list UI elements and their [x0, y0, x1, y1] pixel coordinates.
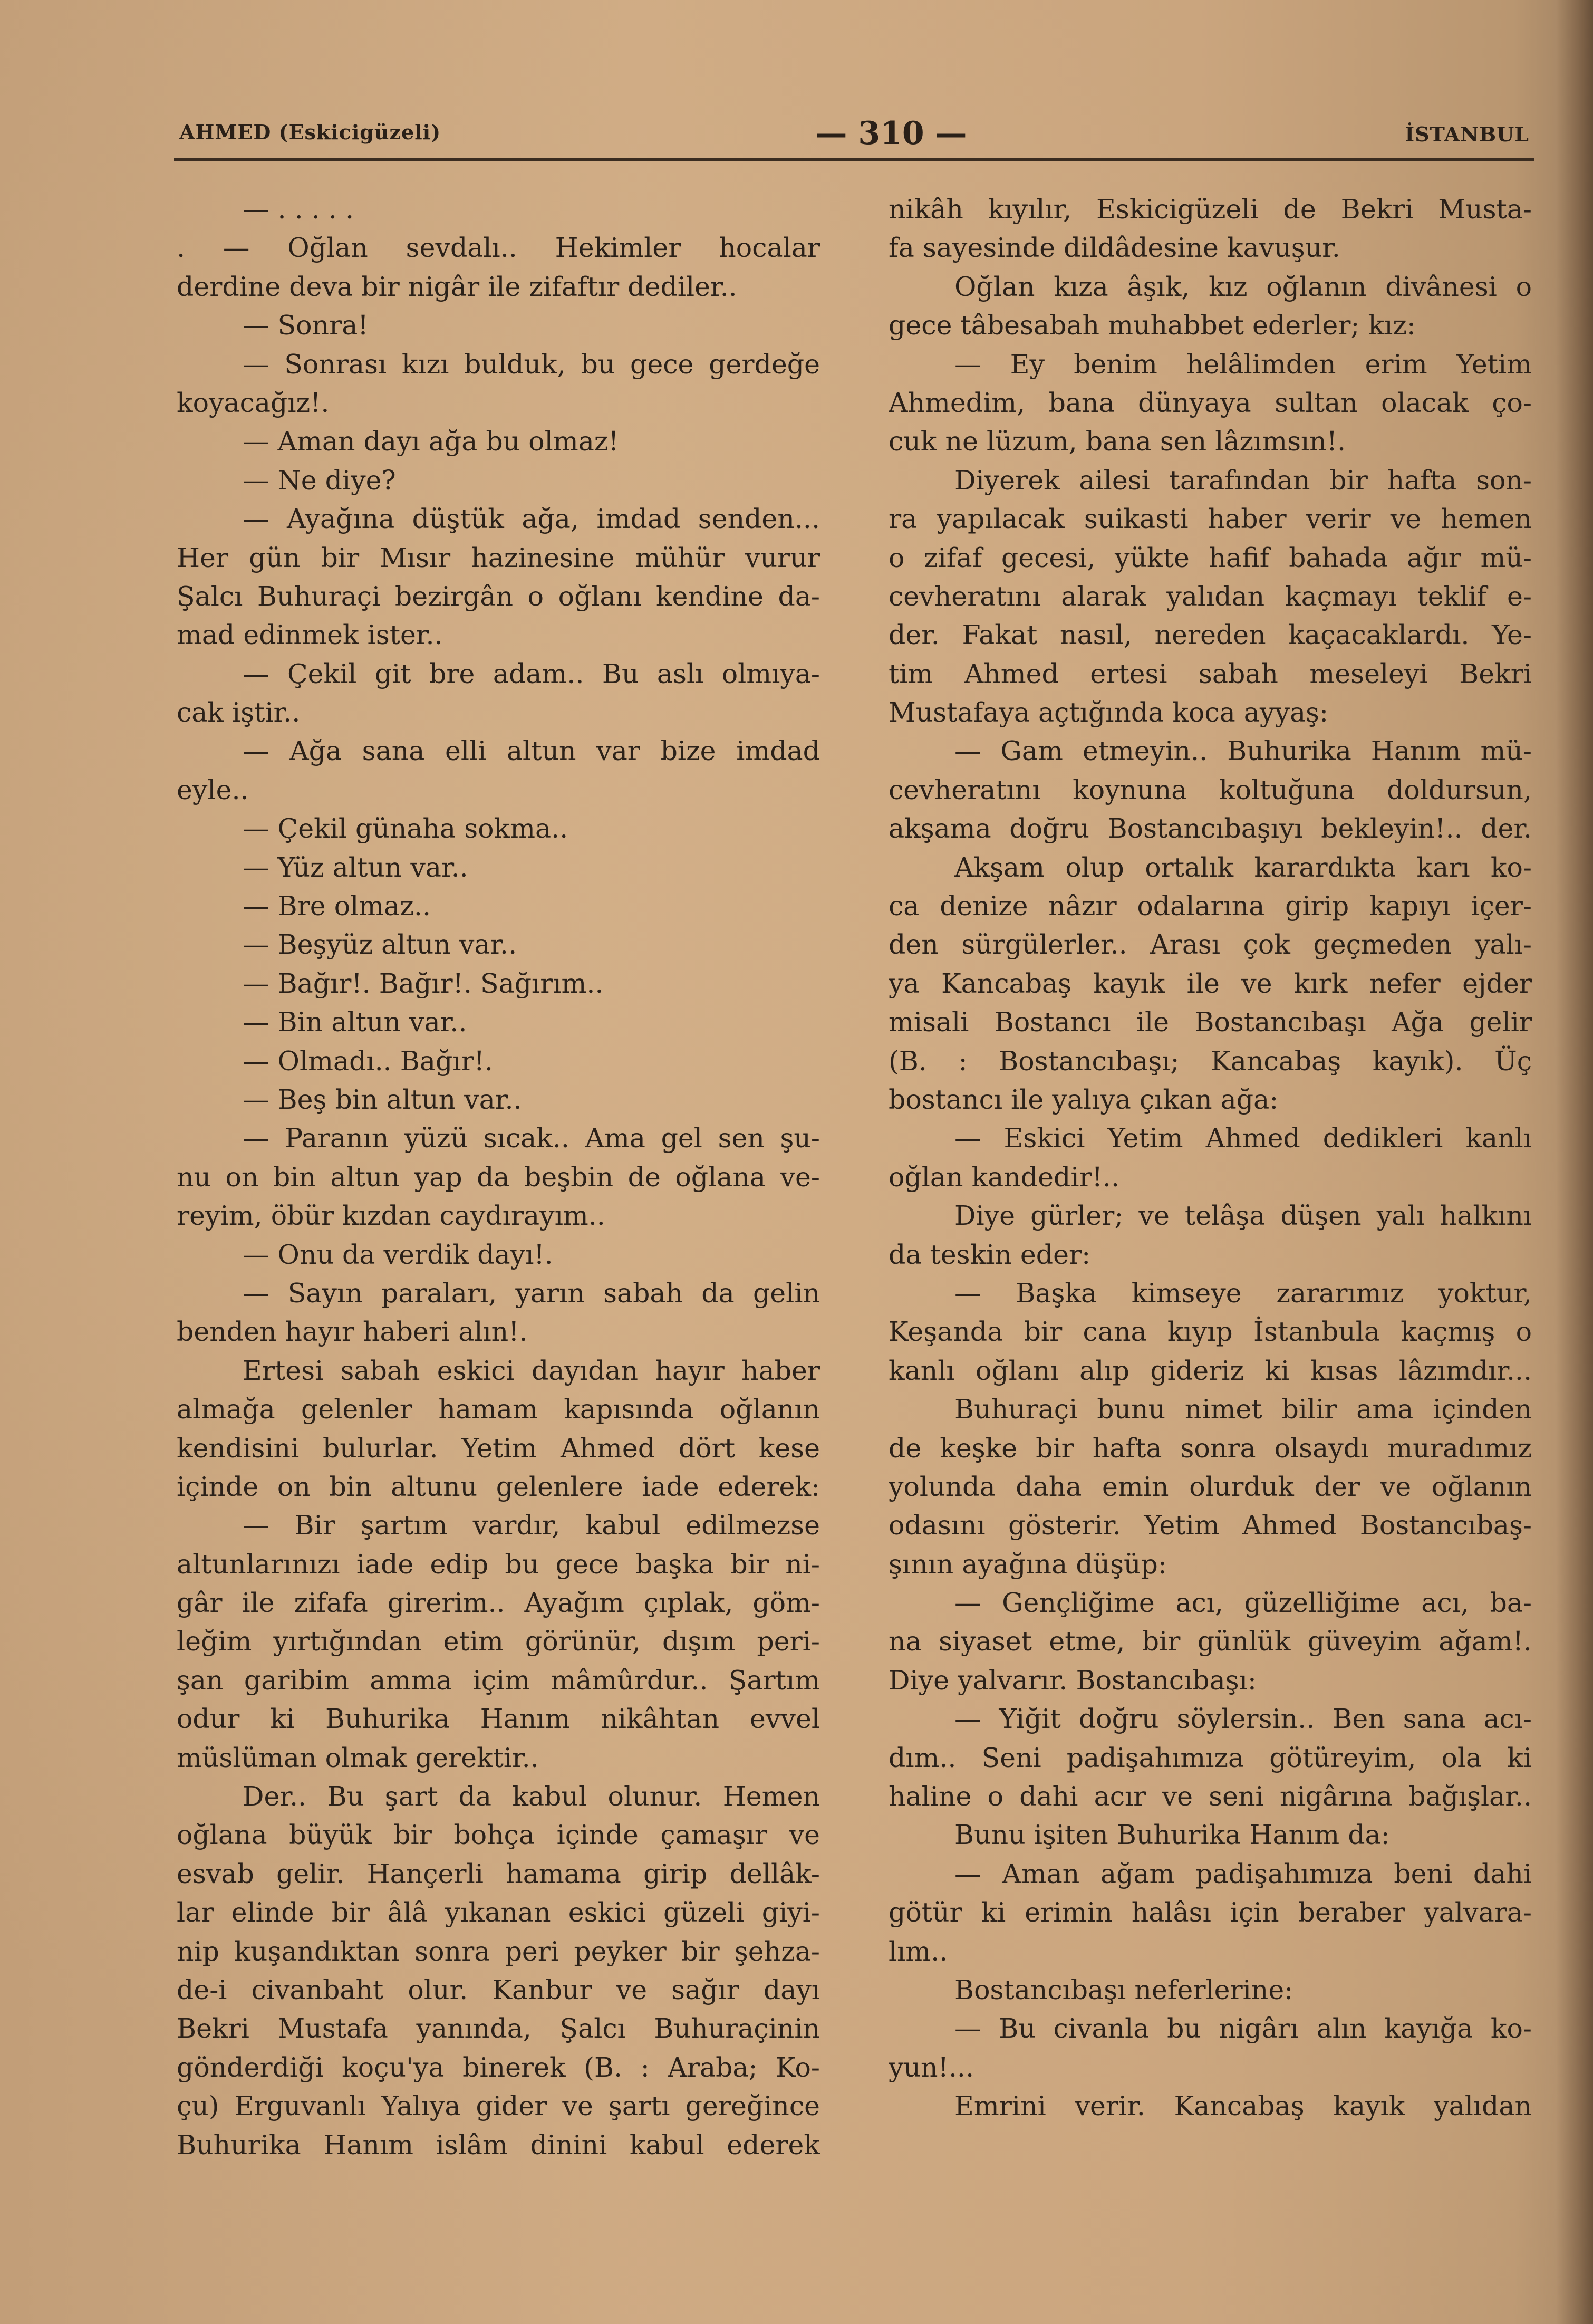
text-line: — Ne diye?: [243, 464, 396, 496]
text-line: ra yapılacak suikasti haber verir ve hemen: [889, 503, 1532, 535]
text-line: — Ey benim helâlimden erim Yetim: [954, 348, 1532, 380]
text-line: odur ki Buhurika Hanım nikâhtan evvel: [177, 1703, 820, 1735]
text-line: ya Kancabaş kayık ile ve kırk nefer ejder: [889, 967, 1532, 999]
text-line: Emrini verir. Kancabaş kayık yalıdan: [954, 2090, 1532, 2122]
text-line: lar elinde bir âlâ yıkanan eskici güzeli giyi-: [177, 1897, 820, 1928]
text-line: — Çekil git bre adam.. Bu aslı olmıya-: [243, 658, 820, 689]
text-line: esvab gelir. Hançerli hamama girip dellâk-: [177, 1858, 820, 1889]
running-header: [179, 115, 1529, 152]
text-line: haline o dahi acır ve seni nigârına bağışlar..: [889, 1781, 1532, 1812]
text-line: nu on bin altun yap da beşbin de oğlana ve-: [177, 1161, 820, 1193]
text-line: Oğlan kıza âşık, kız oğlanın divânesi o: [954, 271, 1532, 302]
text-line: gönderdiği koçu'ya binerek (B. : Araba; Ko-: [177, 2051, 820, 2083]
text-line: — Sonra!: [243, 310, 369, 341]
right-text-column: [889, 190, 1532, 2126]
text-line: oğlan kandedir!..: [889, 1161, 1120, 1193]
text-line: — Onu da verdik dayı!.: [243, 1238, 553, 1270]
text-line: yun!...: [889, 2051, 974, 2083]
text-line: — Aman ağam padişahımıza beni dahi: [954, 1858, 1532, 1889]
text-line: — Bre olmaz..: [243, 890, 431, 922]
text-line: Her gün bir Mısır hazinesine mühür vurur: [177, 542, 820, 573]
text-line: altunlarınızı iade edip bu gece başka bir ni-: [177, 1548, 820, 1580]
text-line: derdine deva bir nigâr ile zifaftır dediler..: [177, 271, 737, 302]
text-line: — Gam etmeyin.. Buhurika Hanım mü-: [954, 735, 1532, 767]
text-line: gece tâbesabah muhabbet ederler; kız:: [889, 310, 1416, 341]
text-line: — Sayın paraları, yarın sabah da gelin: [243, 1277, 820, 1309]
text-line: — Bin altun var..: [243, 1006, 467, 1038]
text-line: Akşam olup ortalık karardıkta karı ko-: [954, 851, 1532, 883]
text-line: cevheratını koynuna koltuğuna doldursun,: [889, 774, 1532, 805]
text-line: (B. : Bostancıbaşı; Kancabaş kayık). Üç: [889, 1045, 1532, 1077]
text-line: çu) Erguvanlı Yalıya gider ve şartı gereğince: [177, 2090, 820, 2122]
text-line: — Bağır!. Bağır!. Sağırım..: [243, 967, 604, 999]
text-line: — Ayağına düştük ağa, imdad senden...: [243, 503, 820, 535]
text-line: Buhurika Hanım islâm dinini kabul ederek: [177, 2129, 820, 2160]
text-line: nikâh kıyılır, Eskicigüzeli de Bekri Musta-: [889, 194, 1532, 225]
text-line: şan garibim amma içim mâmûrdur.. Şartım: [177, 1664, 820, 1696]
text-line: ca denize nâzır odalarına girip kapıyı içer-: [889, 890, 1532, 922]
text-line: da teskin eder:: [889, 1238, 1091, 1270]
text-line: gâr ile zifafa girerim.. Ayağım çıplak, göm-: [177, 1587, 820, 1619]
text-line: Ertesi sabah eskici dayıdan hayır haber: [243, 1355, 820, 1386]
page-edge-shadow: [1556, 0, 1593, 2324]
text-line: — Başka kimseye zararımız yoktur,: [954, 1277, 1532, 1309]
text-line: na siyaset etme, bir günlük güveyim ağam!.: [889, 1626, 1532, 1657]
text-line: — Sonrası kızı bulduk, bu gece gerdeğe: [243, 348, 820, 380]
text-line: Mustafaya açtığında koca ayyaş:: [889, 697, 1329, 728]
left-text-column: [177, 190, 820, 2164]
text-line: . — Oğlan sevdalı.. Hekimler hocalar: [177, 232, 820, 264]
text-line: mad edinmek ister..: [177, 619, 443, 651]
text-line: tim Ahmed ertesi sabah meseleyi Bekri: [889, 658, 1532, 689]
header-left-title: AHMED (Eskicigüzeli): [179, 120, 441, 144]
text-line: Ahmedim, bana dünyaya sultan olacak ço-: [889, 387, 1532, 418]
text-line: müslüman olmak gerektir..: [177, 1742, 539, 1773]
text-line: eyle..: [177, 774, 249, 805]
text-line: benden hayır haberi alın!.: [177, 1316, 528, 1348]
text-line: o zifaf gecesi, yükte hafif bahada ağır mü-: [889, 542, 1532, 573]
text-line: — Çekil günaha sokma..: [243, 813, 568, 844]
text-line: lım..: [889, 1935, 948, 1967]
text-line: — Paranın yüzü sıcak.. Ama gel sen şu-: [243, 1122, 820, 1154]
text-line: yolunda daha emin olurduk der ve oğlanın: [889, 1471, 1532, 1502]
text-line: — Aman dayı ağa bu olmaz!: [243, 426, 619, 457]
text-line: dım.. Seni padişahımıza götüreyim, ola ki: [889, 1742, 1532, 1773]
text-line: Bostancıbaşı neferlerine:: [954, 1974, 1293, 2005]
text-line: odasını gösterir. Yetim Ahmed Bostancıbaş-: [889, 1510, 1532, 1541]
text-line: kanlı oğlanı alıp gideriz ki kısas lâzımdır...: [889, 1355, 1532, 1386]
text-line: götür ki erimin halâsı için beraber yalvara-: [889, 1897, 1532, 1928]
text-line: misali Bostancı ile Bostancıbaşı Ağa gelir: [889, 1006, 1532, 1038]
text-line: — Beş bin altun var..: [243, 1083, 522, 1115]
text-line: içinde on bin altunu gelenlere iade ederek:: [177, 1471, 820, 1502]
text-line: den sürgülerler.. Arası çok geçmeden yalı-: [889, 929, 1532, 961]
text-line: akşama doğru Bostancıbaşıyı bekleyin!.. der.: [889, 813, 1532, 844]
text-line: — Gençliğime acı, güzelliğime acı, ba-: [954, 1587, 1532, 1619]
text-line: Keşanda bir cana kıyıp İstanbula kaçmış o: [889, 1316, 1532, 1348]
text-line: — . . . . .: [243, 194, 354, 225]
text-line: nip kuşandıktan sonra peri peyker bir şehza-: [177, 1935, 820, 1967]
text-line: — Eskici Yetim Ahmed dedikleri kanlı: [954, 1122, 1532, 1154]
text-line: Bunu işiten Buhurika Hanım da:: [954, 1819, 1390, 1851]
text-line: koyacağız!.: [177, 387, 330, 418]
text-line: cak iştir..: [177, 697, 301, 728]
text-line: Şalcı Buhuraçi bezirgân o oğlanı kendine da-: [177, 580, 820, 612]
text-line: — Ağa sana elli altun var bize imdad: [243, 735, 820, 767]
text-line: de-i civanbaht olur. Kanbur ve sağır dayı: [177, 1974, 820, 2005]
text-line: leğim yırtığından etim görünür, dışım peri-: [177, 1626, 820, 1657]
text-line: kendisini bulurlar. Yetim Ahmed dört kese: [177, 1432, 820, 1464]
text-line: Der.. Bu şart da kabul olunur. Hemen: [243, 1781, 820, 1812]
text-line: — Olmadı.. Bağır!.: [243, 1045, 493, 1077]
text-line: cuk ne lüzum, bana sen lâzımsın!.: [889, 426, 1346, 457]
text-line: oğlana büyük bir bohça içinde çamaşır ve: [177, 1819, 820, 1851]
text-line: Diye gürler; ve telâşa düşen yalı halkını: [954, 1200, 1532, 1232]
text-line: Diye yalvarır. Bostancıbaşı:: [889, 1664, 1257, 1696]
text-line: — Yüz altun var..: [243, 851, 468, 883]
text-line: reyim, öbür kızdan caydırayım..: [177, 1200, 605, 1232]
text-line: Bekri Mustafa yanında, Şalcı Buhuraçinin: [177, 2013, 820, 2044]
text-line: — Bir şartım vardır, kabul edilmezse: [243, 1510, 820, 1541]
text-line: — Yiğit doğru söylersin.. Ben sana acı-: [954, 1703, 1532, 1735]
text-line: fa sayesinde dildâdesine kavuşur.: [889, 232, 1340, 264]
text-line: — Beşyüz altun var..: [243, 929, 517, 961]
header-right-title: İSTANBUL: [1405, 122, 1529, 146]
text-line: de keşke bir hafta sonra olsaydı muradımız: [889, 1432, 1532, 1464]
text-line: — Bu civanla bu nigârı alın kayığa ko-: [954, 2013, 1532, 2044]
text-line: cevheratını alarak yalıdan kaçmayı teklif e-: [889, 580, 1532, 612]
text-line: Diyerek ailesi tarafından bir hafta son-: [954, 464, 1532, 496]
text-line: der. Fakat nasıl, nereden kaçacaklardı. Ye-: [889, 619, 1532, 651]
text-line: şının ayağına düşüp:: [889, 1548, 1167, 1580]
header-rule: [174, 158, 1534, 161]
text-line: Buhuraçi bunu nimet bilir ama içinden: [954, 1394, 1532, 1425]
text-line: bostancı ile yalıya çıkan ağa:: [889, 1083, 1279, 1115]
text-line: almağa gelenler hamam kapısında oğlanın: [177, 1394, 820, 1425]
page-number: — 310 —: [815, 115, 967, 152]
